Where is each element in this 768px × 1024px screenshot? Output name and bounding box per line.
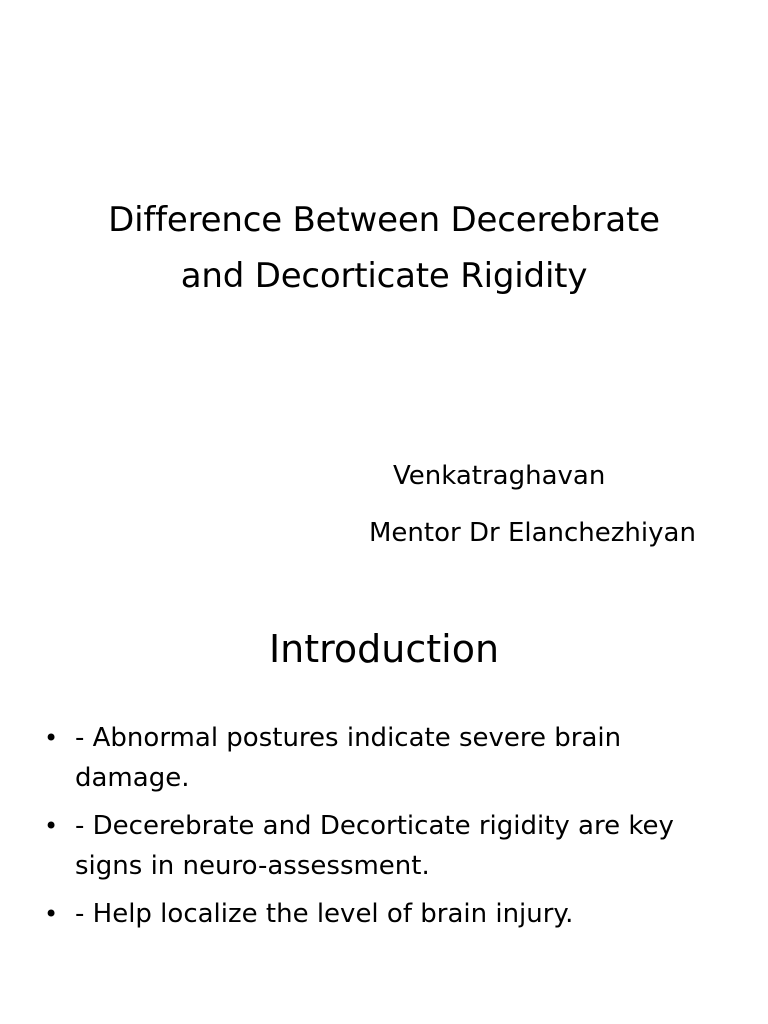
bullet-item: [0, 718, 768, 798]
mentor-name: Mentor Dr Elanchezhiyan: [369, 518, 696, 548]
slide-title-line-1: Difference Between Decerebrate: [108, 200, 660, 240]
slide-title-line-2: and Decorticate Rigidity: [180, 256, 588, 296]
author-name: Venkatraghavan: [393, 461, 606, 491]
slide-title: [0, 192, 768, 304]
bullet-dot-icon: •: [44, 724, 59, 752]
bullet-item: [0, 894, 768, 934]
bullet-item: [0, 806, 768, 886]
section-heading: Introduction: [268, 627, 500, 671]
bullet-text: - Abnormal postures indicate severe brain damage.: [75, 723, 622, 793]
bullet-text: - Help localize the level of brain injury.: [75, 899, 574, 929]
introduction-slide: [0, 576, 768, 1024]
bullet-dot-icon: •: [44, 812, 59, 840]
bullet-list: [0, 718, 768, 942]
bullet-text: - Decerebrate and Decorticate rigidity are key signs in neuro-assessment.: [75, 811, 674, 881]
bullet-dot-icon: •: [44, 900, 59, 928]
